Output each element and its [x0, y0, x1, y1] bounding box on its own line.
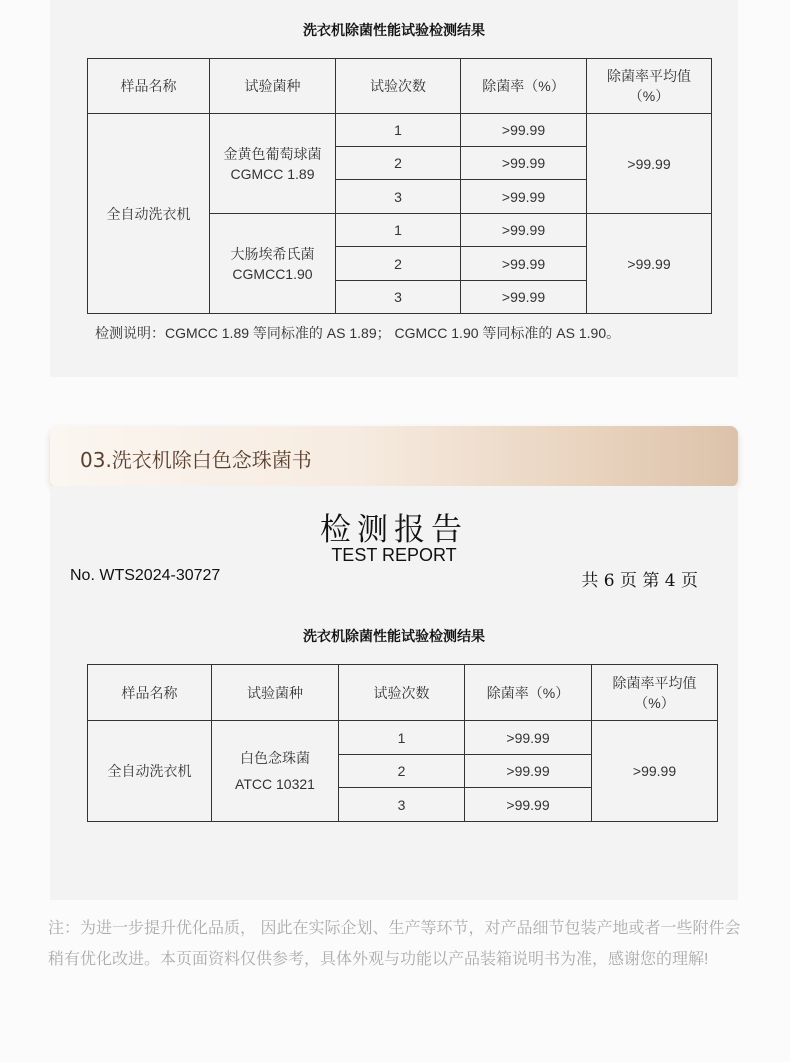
page-indicator: 共 6 页 第 4 页 — [581, 571, 698, 591]
test-report-card — [50, 486, 738, 900]
avg-cell: >99.99 — [587, 214, 712, 314]
rate-cell: >99.99 — [461, 247, 587, 281]
rate-cell: >99.99 — [461, 180, 587, 214]
strain-text: 大肠埃希氏菌 CGMCC1.90 — [230, 245, 315, 282]
results-card-1 — [50, 0, 738, 377]
trial-cell: 2 — [336, 147, 461, 180]
header-cell: 试验菌种 — [212, 665, 339, 721]
results-table-2 — [87, 664, 718, 822]
strain-text: 金黄色葡萄球菌 CGMCC 1.89 — [223, 145, 322, 182]
strain-cell — [212, 721, 339, 822]
trial-cell: 2 — [339, 755, 465, 788]
header-cell: 试验菌种 — [210, 59, 336, 114]
table-title: 洗衣机除菌性能试验检测结果 — [303, 22, 485, 38]
report-title: 检测报告 — [320, 512, 468, 548]
strain-cell — [210, 214, 336, 314]
avg-cell: >99.99 — [587, 114, 712, 214]
rate-cell: >99.99 — [461, 114, 587, 147]
header-cell: 除菌率（%） — [465, 665, 592, 721]
report-table-title: 洗衣机除菌性能试验检测结果 — [303, 628, 485, 644]
report-subtitle: TEST REPORT — [331, 545, 457, 565]
banner-title: 03.洗衣机除白色念珠菌书 — [80, 448, 312, 472]
section-banner — [50, 426, 738, 487]
rate-cell: >99.99 — [465, 721, 592, 755]
header-cell: 样品名称 — [88, 59, 210, 114]
header-cell: 试验次数 — [339, 665, 465, 721]
footer-disclaimer: 注：为进一步提升优化品质， 因此在实际企划、生产等环节，对产品细节包装产地或者一些附件会稍有优化改进。本页面资料仅供参考，具体外观与功能以产品装箱说明书为准，感谢您的理解! — [48, 920, 741, 968]
test-note: 检测说明：CGMCC 1.89 等同标准的 AS 1.89； CGMCC 1.90 等同标准的 AS 1.90。 — [95, 325, 621, 341]
trial-cell: 2 — [336, 247, 461, 281]
trial-cell: 1 — [339, 721, 465, 755]
rate-cell: >99.99 — [465, 755, 592, 788]
sample-cell: 全自动洗衣机 — [88, 721, 212, 822]
header-cell — [587, 59, 712, 114]
header-cell: 试验次数 — [336, 59, 461, 114]
rate-cell: >99.99 — [461, 214, 587, 247]
rate-cell: >99.99 — [465, 788, 592, 822]
rate-cell: >99.99 — [461, 147, 587, 180]
sample-cell: 全自动洗衣机 — [88, 114, 210, 314]
strain-cell — [210, 114, 336, 214]
strain-text: 白色念珠菌 ATCC 10321 — [235, 750, 315, 792]
header-cell: 除菌率（%） — [461, 59, 587, 114]
avg-cell: >99.99 — [592, 721, 718, 822]
rate-cell: >99.99 — [461, 281, 587, 314]
trial-cell: 3 — [339, 788, 465, 822]
report-number: No. WTS2024-30727 — [70, 567, 221, 584]
trial-cell: 3 — [336, 180, 461, 214]
trial-cell: 3 — [336, 281, 461, 314]
trial-cell: 1 — [336, 114, 461, 147]
header-text: 除菌率平均值（%） — [612, 674, 697, 711]
header-cell — [592, 665, 718, 721]
header-text: 除菌率平均值（%） — [607, 68, 691, 104]
results-table-1 — [87, 58, 712, 314]
header-cell: 样品名称 — [88, 665, 212, 721]
trial-cell: 1 — [336, 214, 461, 247]
